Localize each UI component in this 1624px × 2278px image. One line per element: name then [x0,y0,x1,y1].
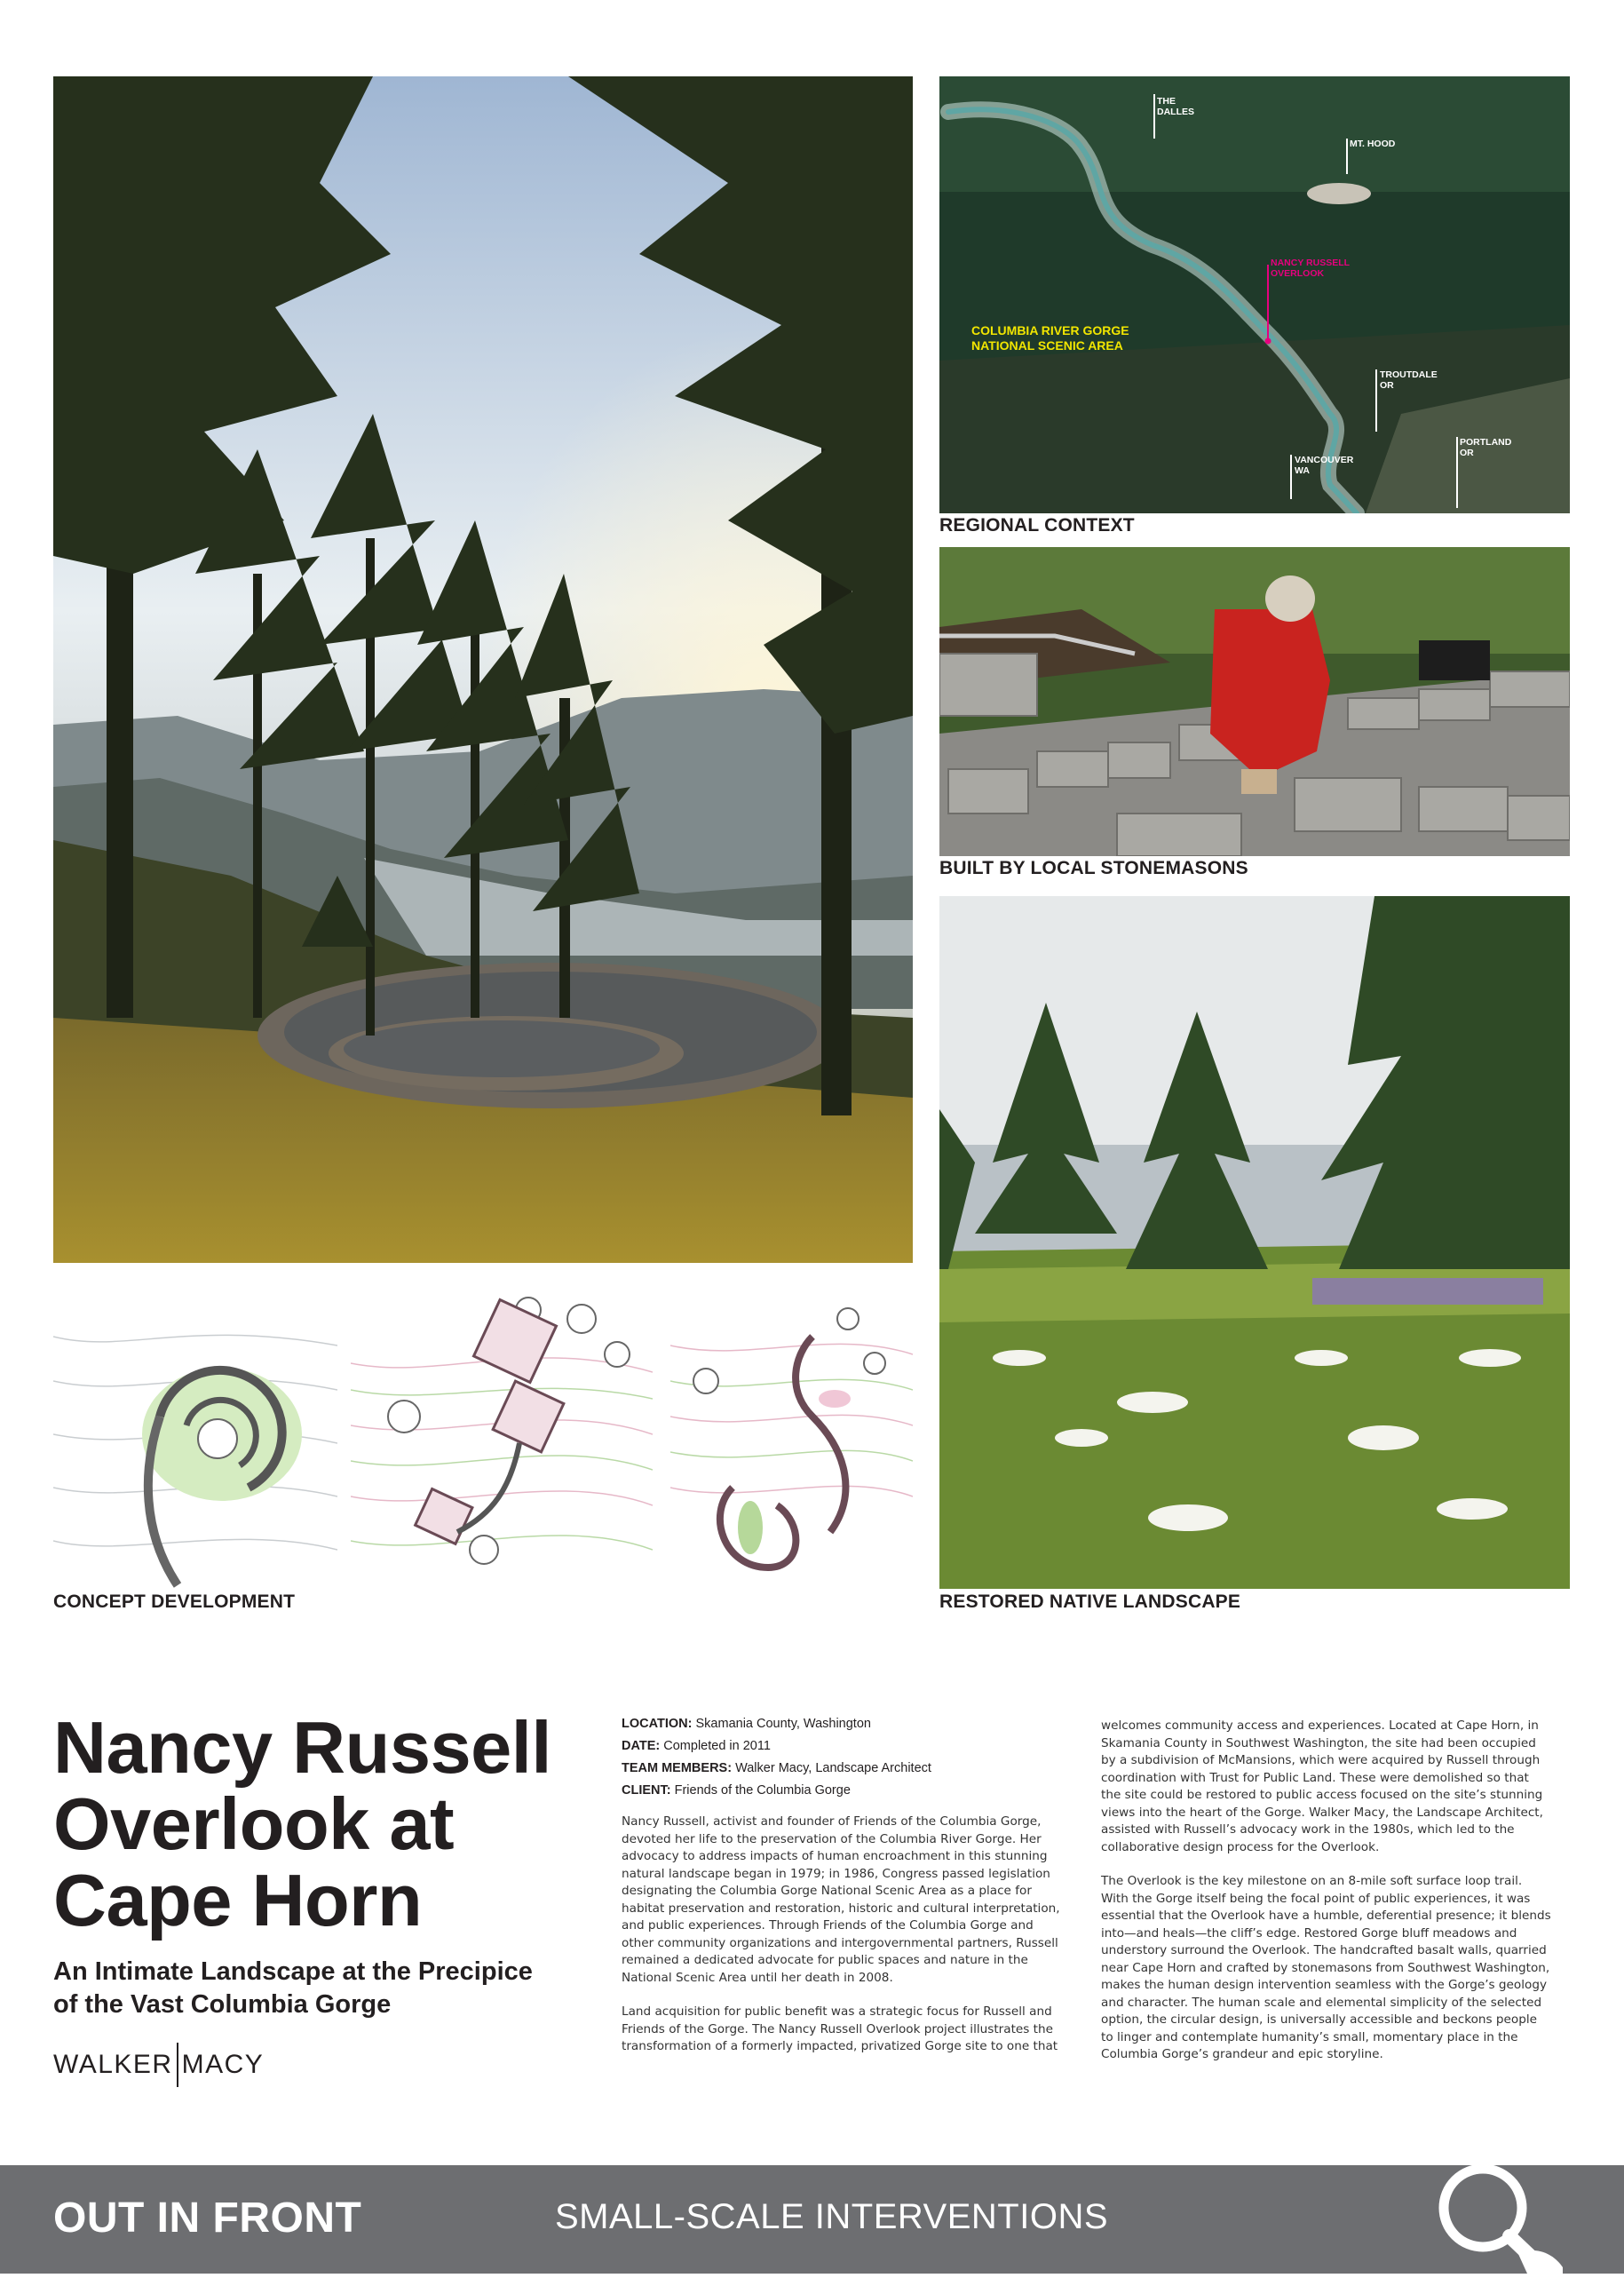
caption-landscape: RESTORED NATIVE LANDSCAPE [939,1591,1241,1612]
hero-photo-overlook [53,76,913,1263]
hood-leader-line [1346,139,1348,174]
meta-location: LOCATION: Skamania County, Washington [622,1717,871,1731]
body-column-right [1101,1718,1572,2081]
page-subtitle: An Intimate Landscape at the Precipice of the Vast Columbia Gorge [53,1957,533,2019]
map-label-troutdale: TROUTDALE OR [1380,369,1438,391]
portland-leader-line [1456,437,1458,508]
stonemason-photo [939,547,1570,856]
overlook-leader-line [1267,265,1269,340]
caption-stonemasons: BUILT BY LOCAL STONEMASONS [939,858,1248,878]
caption-concept: CONCEPT DEVELOPMENT [53,1591,296,1612]
magnifier-icon [1421,2165,1563,2274]
restored-landscape-photo [939,896,1570,1589]
paragraph: welcomes community access and experiences. Located at Cape Horn, in Skamania County in Southwest Washington, the site had been occupied by a subdivision of McMansions, which were acquired by Russell through coordination with Trust for Public Land. These were demolished so that the site could be restored to public access focused on the site’s stunning views into the heart of the Gorge. Walker Macy, the Landscape Architect, assisted with Russell’s advocacy work in the 1980s, which led to the collaborative design process for the Overlook. [1101,1718,1543,1854]
map-label-overlook: NANCY RUSSELL OVERLOOK [1271,258,1351,279]
meta-client: CLIENT: Friends of the Columbia Gorge [622,1783,851,1798]
regional-context-map [939,76,1570,513]
body-column-left [622,1814,1074,2073]
footer-series-title: OUT IN FRONT [53,2195,362,2242]
concept-sketch-1 [53,1283,337,1590]
paragraph: The Overlook is the key milestone on an 8-mile soft surface loop trail. With the Gorge itself being the focal point of public experiences, it was essential that the Overlook have a humble, deferential presence; it blends into—and heals—the cliff’s edge. Restored Gorge bluff meadows and understory surround the Overlook. The handcrafted basalt walls, quarried near Cape Horn and crafted by stonemasons from Southwest Washington, makes the human design intervention seamless with the Gorge’s geology and character. The human scale and elemental simplicity of the selected option, the circular design, is universally accessible and beckons people to linger and contemplate humanity’s small, momentary place in the Columbia Gorge’s grandeur and epic storyline. [1101,1874,1551,2061]
meta-date: DATE: Completed in 2011 [622,1739,771,1753]
paragraph: Land acquisition for public benefit was a strategic focus for Russell and Friends of the Gorge. The Nancy Russell Overlook project illustrates the transformation of a formerly impacted, privatized Gorge site to one that [622,2004,1058,2053]
vancouver-leader-line [1290,455,1292,499]
concept-sketch-2 [351,1283,653,1590]
troutdale-leader-line [1375,369,1377,432]
map-label-vancouver: VANCOUVER WA [1295,455,1354,476]
map-label-mt-hood: MT. HOOD [1350,139,1396,149]
dalles-leader-line [1153,94,1155,139]
footer-bar [0,2165,1624,2274]
concept-sketch-3 [670,1283,913,1590]
walker-macy-logo: WALKER MACY [53,2043,264,2087]
paragraph: Nancy Russell, activist and founder of Friends of the Columbia Gorge, devoted her life to the preservation of the Columbia River Gorge. Her advocacy to address impacts of human encroachment in this stunning natural landscape began in 1979; in 1986, Congress passed legislation designating the Columbia Gorge National Scenic Area as a place for habitat preservation and restoration, historic and cultural interpretation, and public experiences. Through Friends of the Columbia Gorge and other community organizations and intergovernmental partners, Russell remained a dedicated advocate for public spaces and nature in the National Scenic Area until her death in 2008. [622,1814,1060,1985]
footer-category: SMALL-SCALE INTERVENTIONS [555,2197,1109,2236]
map-label-scenic-area: COLUMBIA RIVER GORGE NATIONAL SCENIC AREA [971,323,1129,353]
map-label-the-dalles: THE DALLES [1157,96,1194,117]
meta-team: TEAM MEMBERS: Walker Macy, Landscape Architect [622,1761,931,1775]
caption-regional-context: REGIONAL CONTEXT [939,515,1135,536]
page-title: Nancy Russell Overlook at Cape Horn [53,1706,551,1941]
map-label-portland: PORTLAND OR [1460,437,1512,458]
